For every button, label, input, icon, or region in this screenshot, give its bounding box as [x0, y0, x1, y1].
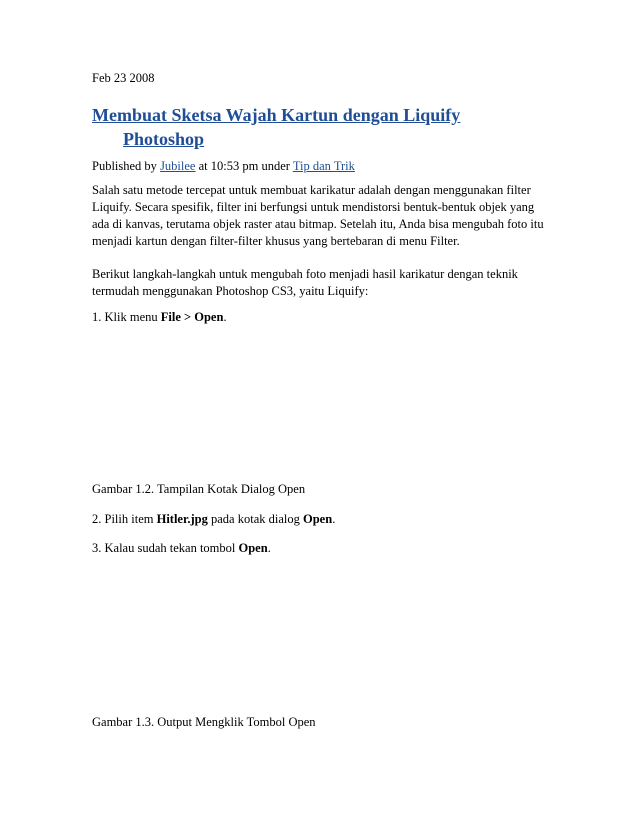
- step-2: [92, 511, 335, 528]
- published-by-label: Published by: [92, 159, 157, 173]
- step-1-prefix: 1. Klik menu: [92, 310, 161, 324]
- step-2-suffix: .: [332, 512, 336, 526]
- figure-caption-2: Gambar 1.3. Output Mengklik Tombol Open: [92, 715, 316, 729]
- figure-placeholder-1: [92, 332, 552, 472]
- author-link[interactable]: Jubilee: [160, 159, 196, 173]
- post-time-label: at 10:53 pm under: [198, 159, 290, 173]
- step-3-button: Open: [238, 541, 268, 555]
- step-1-suffix: .: [223, 310, 227, 324]
- post-meta: [92, 159, 355, 174]
- post-date: Feb 23 2008: [92, 71, 155, 85]
- figure-caption-1: Gambar 1.2. Tampilan Kotak Dialog Open: [92, 482, 306, 496]
- intro-paragraph: Salah satu metode tercepat untuk membuat karikatur adalah dengan menggunakan filter Liquify. Secara spesifik, filter ini berfungsi untuk mendistorsi bentuk-bentuk objek yang ada di kanvas, terutama objek raster atau bitmap. Setelah itu, Anda bisa mengubah foto itu menjadi kartun dengan filter-filter khusus yang bertebaran di menu Filter.: [92, 183, 544, 248]
- steps-intro-paragraph: Berikut langkah-langkah untuk mengubah foto menjadi hasil karikatur dengan teknik termudah menggunakan Photoshop CS3, yaitu Liquify:: [92, 267, 518, 298]
- step-2-middle: pada kotak dialog: [207, 512, 303, 526]
- step-3-suffix: .: [267, 541, 271, 555]
- step-1-menu: File > Open: [160, 310, 224, 324]
- step-1: [92, 309, 227, 326]
- step-2-prefix: 2. Pilih item: [92, 512, 157, 526]
- post-title-link[interactable]: Membuat Sketsa Wajah Kartun dengan Liquify Photoshop: [92, 105, 461, 149]
- figure-placeholder-2: [92, 565, 552, 705]
- step-3-prefix: 3. Kalau sudah tekan tombol: [92, 541, 239, 555]
- step-2-dialog: Open: [303, 512, 333, 526]
- post-title: [92, 103, 543, 151]
- step-3: [92, 540, 271, 557]
- step-2-file: Hitler.jpg: [156, 512, 208, 526]
- category-link[interactable]: Tip dan Trik: [292, 159, 355, 173]
